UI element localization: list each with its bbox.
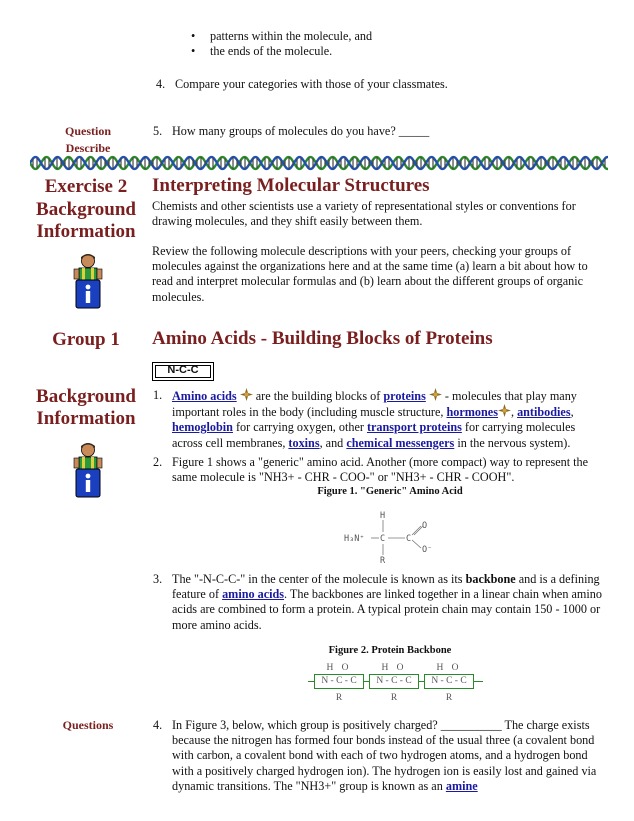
- list-item: • patterns within the molecule, and: [210, 29, 610, 44]
- ornament-icon[interactable]: [498, 404, 511, 417]
- item-5: 5. How many groups of molecules do you have? _____: [153, 124, 430, 138]
- atom-c2: C: [406, 534, 412, 544]
- student-info-icon[interactable]: [70, 252, 106, 310]
- side-label-question-describe: Question Describe: [64, 124, 111, 155]
- group-label: Group 1: [52, 329, 120, 350]
- ornament-icon[interactable]: [429, 388, 442, 401]
- exercise-para-1: Chemists and other scientists use a variety of representational styles or conventions for drawing molecules, and they shift easily between them.: [152, 199, 576, 229]
- para-1: 1. Amino acids are the building blocks of proteins - molecules that play many important roles in the body (including muscle structure, hormones , antibodies, hemoglobin for carrying oxygen, other transport proteins for carrying molecules across cell membranes, toxins, and chemical messengers in the nervous system).: [153, 388, 577, 450]
- backbone-term: backbone: [465, 572, 516, 586]
- exercise-para-2: Review the following molecule descriptions with your peers, checking your groups of molecules against the organizations here and at the same time (a) learn a bit about how to read and interpret molecular formulas and (b) learn about the different groups of organic molecules.: [152, 244, 588, 304]
- toxins-link[interactable]: toxins: [288, 435, 320, 450]
- atom-c1: C: [380, 534, 386, 544]
- atom-o2: O⁻: [422, 545, 433, 555]
- para-3: 3. The "-N-C-C-" in the center of the molecule is known as its backbone and is a defining feature of amino acids. The backbones are linked together in a linear chain when amino acids are combined to form a protein. A typical protein chain may contain 150 - 1000 or more amino acids.: [153, 572, 602, 632]
- ncc-badge-label: N-C-C: [167, 364, 199, 376]
- para-2: 2. Figure 1 shows a "generic" amino acid. Another (more compact) way to represent the same molecule is "NH3+ - CHR - COO-" or "NH3+ - CHR - COOH".: [153, 455, 589, 485]
- ornament-icon[interactable]: [240, 388, 253, 401]
- atom-r: R: [380, 556, 386, 566]
- background-information-label: Background Information: [36, 199, 136, 242]
- antibodies-link[interactable]: antibodies: [517, 405, 571, 420]
- transport-proteins-link[interactable]: transport proteins: [366, 420, 462, 435]
- background-information-label-2: Background Information: [36, 386, 136, 429]
- backbone-unit: H O N - C - C R: [314, 663, 364, 704]
- student-info-icon-2[interactable]: [70, 441, 106, 499]
- atom-h3n: H₃N⁺: [344, 534, 365, 544]
- chemical-messengers-link[interactable]: chemical messengers: [346, 435, 455, 450]
- atom-o1: O: [422, 521, 428, 531]
- ncc-badge[interactable]: [152, 362, 214, 381]
- figure-1-amino-acid: [330, 508, 440, 568]
- para-4: 4. In Figure 3, below, which group is positively charged? __________ The charge exists because the nitrogen has formed four bonds instead of the usual three (a covalent bond with carbon, a covalent bond with each of two hydrogen atoms, and a hydrogen bond with a positively charged hydrogen ion). The hydrogen ion is easily lost and gained via dynamic transitions. The "NH3+" group is known as an amine: [153, 718, 597, 793]
- proteins-link[interactable]: proteins: [383, 389, 426, 403]
- top-bullet-list: [210, 29, 610, 59]
- side-label-questions: Questions: [62, 718, 114, 732]
- exercise-title: Interpreting Molecular Structures: [152, 175, 430, 196]
- list-item: • the ends of the molecule.: [210, 44, 610, 59]
- hormones-link[interactable]: hormones: [446, 405, 498, 420]
- amino-acids-link-2[interactable]: amino acids: [222, 587, 285, 602]
- backbone-unit: H O N - C - C R: [424, 663, 474, 704]
- exercise-label: Exercise 2: [44, 176, 128, 197]
- atom-h: H: [380, 511, 386, 521]
- group-title: Amino Acids - Building Blocks of Proteins: [152, 328, 493, 349]
- item-4: 4. Compare your categories with those of your classmates.: [156, 77, 448, 91]
- amine-link[interactable]: amine: [445, 778, 478, 793]
- backbone-unit: H O N - C - C R: [369, 663, 419, 704]
- figure-1-caption: Figure 1. "Generic" Amino Acid: [317, 486, 463, 497]
- amino-acids-link[interactable]: Amino acids: [172, 389, 237, 403]
- hemoglobin-link[interactable]: hemoglobin: [172, 420, 233, 435]
- figure-2-caption: Figure 2. Protein Backbone: [328, 645, 452, 656]
- dna-helix-divider: [30, 154, 610, 172]
- figure-2-protein-backbone: [308, 663, 488, 711]
